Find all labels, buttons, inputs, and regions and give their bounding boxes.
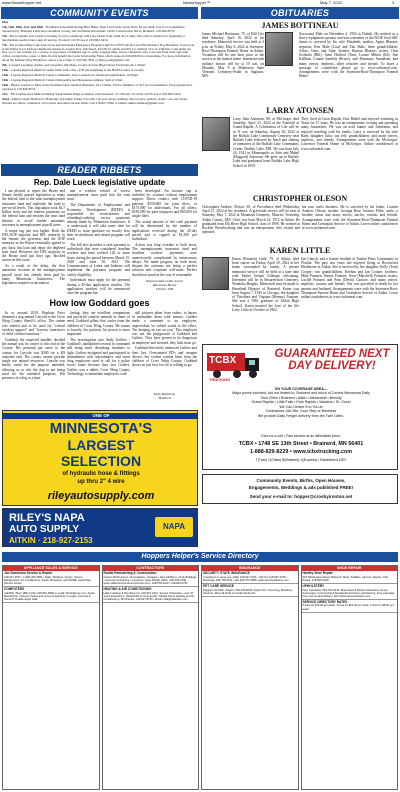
legislative-col-2 [67,189,130,296]
article-paragraph: farting, they are excellent companions and powerful comfort animals in times of need. Goddard pillars that cooler from the children of Crow Wing County. He comes to bravely, his position, his person is more important. [67,311,130,337]
event-item: 13th - Cuyuna Regional Medical Center Orthopedics and Menopause seminar, 5pm at Clinic. [2,78,124,83]
riley-phone[interactable]: AITKIN · 218-927-2153 [9,536,93,545]
obituary-name: JAMES BOTTINEAU [261,21,339,30]
directory-category: SHOE REPAIR [302,566,398,571]
hose-ad-url[interactable]: rileyautosupply.com [47,490,155,502]
legislative-update-headline: Rep. Dale Lueck legislative update [33,178,166,187]
legislative-col-3 [132,189,197,277]
service-directory [2,565,398,790]
legislative-signature: Representative Dale Lueck Minnesota House District 10B [146,279,183,292]
directory-listing[interactable]: Hartley Shoe Repair 323 Washington Street, Brainerd. Shop: Saddles, Canvas, Zippers, Grill Repair. 218-829-2393. [302,571,398,584]
obituary-name: CHRISTOPHER OLESON [252,194,348,203]
riley-name: RILEY'S NAPA [9,512,85,524]
article-paragraph: Goddard, the expected handler, decided the animal was 'no owner' to this end of the County. His personal pet came to the county for Lincoln was $300 for a K9 response unit. The county cannot provide single use animal resources. Lincoln was barely cared for the purpose intended, allowing us to rely the dog to not being used for the intended purposes. His presence at a dog or a time [2,338,65,381]
tcbx-call: Give us a call • Fast service at an affordable price. [261,434,341,438]
article-paragraph: The Department of Employment and Economic Development (DEED) is responsible for recalculation and refunding/crediting excess payments already made by Minnesota businesses. It is understood it will take some time for DEED to issue guidance on exactly how their recalculation and refund program will work. [67,203,130,242]
obituary-text-1: James Michael Bottineau, 70, of Hill City died Saturday, April 16, 2022 at his residence. Memorial service was held at 2 p.m. on Friday, May 6, 2022 at Sorensen-Root-Thompson Funeral Home in Aitkin. Visitation will be one hour prior to the service at the funeral home. Interment with military honors will be at 10 a.m. on Monday, May 9 at Minnesota State Veterans Cemetery-South in Saginaw, MN. [202,32,264,79]
event-item: 7th, 11th, 18th, 21st, and 28th - Northland Arboretum Spring Bird Hikes, 8am. Learn more about birds. $5 per adult, free for non-members. Sponsored by Brainerd Lakes Area Audubon Society and Northland Arboretum. 14250 Conservation Drive, Brainerd. 218-829-8770. [2,25,186,33]
hose-ad-line5: of hydraulic hose & fittings [62,471,140,477]
directory-listing[interactable]: Jim Simonson Service & Repair 218-927-2527 • 1-800-466-9656 • Aitkin. Washers, Dryers, Stoves, Refrigerators, Air Conditioners, Septic Protection, and MORE. Authorized Service Center. [3,571,99,587]
directory-column [2,565,100,790]
goddard-col-1 [2,311,65,404]
page-number: 3 [392,0,395,5]
directory-listing[interactable]: UPHOLSTERY Drux Upholstery 218-763-3342. Boat Seats & Marine Upholstery, Home. Automotive, Commercial & Residential Furniture upholstering. Free estimates. Free pick up and delivery. http://www.druxupholstery.com. [302,584,398,600]
article-paragraph: still pictures taken from videos, to harass or intimidate them with memes. Gaffers made a comment to an employee, unprovoked, he valued words to the effect, 'I'm keeping an eye on you.' This employee was not the playground of Goddard and Gaffers. They have proven to be dangerous as employee and steward, they both must go. [132,311,197,345]
directory-listing[interactable]: COMPUTERS Call Billy "Mac" (Billy Hultz) 218-851-9996 or email: bhultz@mac.com. Apple MacService. New purchases and set-up & teaching. In-region, Remote & Home/IT Fixable Apple calls. [3,587,99,603]
riley-napa-ad[interactable] [2,508,198,547]
article-paragraph: The investigation into Andy Goffers - Goddard's handpicked second in command still bring more disturbing incidents to light. Gaffers instigated and participated in intimidation with subordinates and outer drug employees used to call for a police escort home because they fear Gaffers. Gaffers was a rabbit. Crow Wing County Technology to intimidate employees with [67,338,130,376]
article-paragraph: Action was long overdue to both areas. The unemployment insurance fund and frontline workers' payments were unnecessarily complicated by unnecessary delays. We made progress on both areas, despite the outcome not being a perfect solution and corporate will-some. Perfect should not stand in the way of reasonable. [132,243,197,277]
hose-ad-line2: MINNESOTA'S [49,420,153,437]
event-item: 11th - Cuyuna Regional Medical Center Walk with a Doc, 4:30 pm beginning at the Health Center of Crosby. [2,68,145,73]
hose-ad-line1: ONE OF [3,413,198,419]
legislative-col-1 [2,189,65,296]
obituary-bottineau [201,21,399,106]
community-events-banner: COMMUNITY EVENTS [1,7,198,19]
directory-listing[interactable]: SECURITY STATE INSURANCE 4 locations to serve you. Aitkin 218-927-3761 • Hill City 218-697-2700 • McGregor 218-768-2121 • Isle 320-676-3888. www.securitystateins.com. [202,571,298,584]
event-item: 21st - The Cuyuna Area Mutton Dutting Steak Sunset Rings workshop with Jan Reed. 12-3:30 pm. To enroll call TCAA at 218-692-5419. [2,91,182,96]
event-item: 7th - The Garrison Bay Lake Area Lions and Serenaded Emergency Hospital Light Foot 8537 Alt-Nor-Gen-Ful Mother's Day Breakfast. 8 am-noon at the Walter Scott Endover Memorial American Legion Post. Purchased, $15.00 for adults and $10 for children 10 to 6. Children 5 and under are free. Go to our website for a variety of egg bakes, scrambled eggs to order, sausage links, bacon, cinnamon rolls, toast and fresh fruit cups with coffee, orange juice, water or milk. Profits benefit the Lions Scholarship Fund, which supports $10,000.00 in scholarships. For more information about the Mother's Day Breakfast contact Lori Cafmo at 218-330-7841 or ldmo.posit@gmail.com. [2,42,195,63]
directory-column [201,565,299,790]
tcbx-body: ON YOUR COVERAGE AREA— Major points included, but not limited to: Brainerd and much of Central Minnesota Daily Twin Cities • Brainerd • Aitkin • Alexandria • Bemidji Grand Rapids • Little Falls • Park Rapids • Wadena • St. Cloud We Can Deliver It to You at Contractors Job Site, Door Step or Business We provide Daily Freight delivery from the Twin Cities. [232,387,370,418]
obituary-text-2: his own crafts business. He is survived by his father, Loutten Andrew Oleson; mother, Georgia Rose Jurassic Pribe; uncle, a brother; aunts and many nieces, uncles, cousins and friends. Arrangements were with the Sorensen-Root-Thompson Funeral Home and Cremation Service of Aitkin. Leave online condolences at www.srtfuneral.com. [302,205,398,231]
article-paragraph: Individuals must apply for the payment during a 45-day application window. The application window will be announced once the program has [67,278,130,296]
page-header [0,0,400,7]
directory-column [301,565,399,790]
article-paragraph: Goddard effectively embraced Gaffers and their lies. Overtrained PD's and weapon drivers, but violent content limit from the children of Crow Wing County. Goddard shows us just how low he is willing to go. [132,346,197,368]
community-email[interactable]: Send your e-mail to: hopper@crosbyironton.net [249,494,353,499]
event-item: 12th - Cuyuna Regional Medical Center Community Area Connections. Desmond Auditorium, 12:00pm. [2,73,139,78]
directory-column [102,565,200,790]
tcbx-logo: TCBX [209,355,237,366]
article-paragraph: As a result of the delay, the first automatic increase in the unemployment payroll taxes has already been paid by many Minnesota businesses. The legislation requires recalculation [2,264,65,286]
directory-category: INSURANCE [202,566,298,571]
obituaries-banner: OBITUARIES [201,7,399,19]
napa-logo: NAPA [155,517,193,537]
issue-date: May 7, 2022 [320,0,343,5]
hose-ad-line4: SELECTION [60,453,142,469]
directory-listing[interactable]: HEATING & AIR CONDITIONING Hale's Heating & Plumbing Inc. 218-927-2341. Service Technician • over 30 Years Experience. Residential & Commercial • Mobile Home Heating and Air Conditioning • Mr.Plumber. 218-927-8735 • Email: hale@halesplm.com. [103,587,199,603]
tcbx-phone[interactable]: 1-888-829-8229 • www.tcbxtrucking.com [249,449,353,455]
directory-listing[interactable]: Rudde Remodeling & Construction Custom Built Homes • Remodeling • Garages • New Additions • Pole Buildings • General Contracting • Insurance. Sean Rudde, Aitkin, 218-205-1600. www.ruddeconstructioncontruction.com. 218-678-3410 • 218-820-0751. [103,571,199,587]
hose-ad-line6: up thru 2" 4 wire [77,479,125,485]
obituary-text-2: Jim Church, and a former resident of Timber Pines Community in Florida. The past two years she enjoyed living at Riverwood Healthcare in Aitkin. She is survived by her daughter, Kelly (Tom) Cooper; two grandchildren; Keeban and Ian Cooper; brothers: Mike Franzen, Wayne Franzen, Scott (Marchell) Franzen; sisters; Lucille Franzen and Pam (Devin) Cantore, and many nieces, nephews, cousins and friends. She was preceded in death by her parents and husband. Arrangements were with the Sorensen-Root-Thompson Funeral Home and Cremation Service of Aitkin. Leave online condolences at www.srtfuneral.com. [301,257,398,300]
event-item: 22nd - Aitkin County Habitat for Humanity is holding Trades Tour ride. Get your motor running: motorcycles, quilters, classic cars and trucks. Needed are riders, volunteers, door prizes and silent auction items. Call 218-927-5992 or email: aitkincohabitat@gmail.com. [2,96,188,105]
tcbx-headline: GUARANTEED NEXT DAY DELIVERY! [274,348,390,373]
tcbx-tags: T(Twin) C(Cities) B(Brainerd) X(Express) • Established 1907 [255,458,347,462]
event-item: 7th - The Crosslake Arts Center is hosting two fun workshops with Lisa Jordan from 10am and 2-5pm. This class is suitable for beginning or intermediate needle felters ages 10 and up. To enroll call TCAA at 218-692-5419. [2,33,186,42]
obituary-oleson [201,194,399,246]
tcbx-tagline: TRUCKING [209,377,231,382]
riley-hose-ad[interactable] [2,410,198,506]
directory-category: CONTRACTORS [103,566,199,571]
obituary-photo [202,257,229,290]
event-item: May [2,21,9,24]
obituary-text-1: Christopher Andrew Oleson, 30, of Providence died Wednesday, April 27, 2022 at his residence. A graveside service will be next at Saturday, May 7, 2022 at Mountain Cemetery, Maurice Township, Aitkin County, MN. Chris was born March 12, 1972 in Aitkin. He graduated from Elk River High School, class of 1990. He worked at Rockler Woodworking and was an entrepreneur who owned and operated [202,205,300,235]
community-events-list [2,21,197,156]
event-item: 14th - Hinton Garden to Table at the Northland Arboretum in Brainerd, 10-11:30am. $10 for members or $15 for non-members. Pre-registration is required at 218-829-8770. [2,83,193,91]
tcbx-trucking-ad[interactable] [202,344,398,470]
article-paragraph: I am pleased to report the House and Senate finally passed legislation to repay the federal loan to the state unemployment insurance fund and replenish the fund to pre-covid levels. This legislation took $2.7 billion from and the interest payments on the federal loan and restores the trust fund balance to avoid further automatic increases in unemployment payroll taxes. [2,189,65,227]
goddard-signature: Kelly Backlund, Brainerd [153,392,176,401]
riley-sub: AUTO SUPPLY [9,524,80,535]
obituary-text-2: (Iacocaan) Male on December 2, 1954 in Duluth. He worked as a heavy equipment operator and was a member of the IUOE local 449. James is survived by his wife Elizabeth; mother, Agnes Blazaer; stepsons, Ken Male (Lisa) and Tim Male; three grandchildren; Alicia, Gem, and Anja; brother, Roman Blazaer; sisters, Orsa Svoboda (Bill), Janet Hafford (Tim), Louise Milton (Ed), Sue Kallhim, Connie Sandvik (Bruce), and Rosemary Anundsen; and many nieces, nephews, other relatives and friends. To leave a message of condolence please go to www.srtfuneral.com. Arrangements were with the Sorensen-Root-Thompson Funeral Home. [299,32,398,79]
community-free-notice: Community Events, Births, Open Houses, Engagements, Weddings & ads published FREE! Send your e-mail to: hopper@crosbyironton.net [202,474,398,504]
service-directory-header: Hoppers Helper's Service Directory [2,552,398,562]
article-paragraph: A major tug just was higher. Both the DFL/GOP majority and DFL minority in the Senate, the governor, and the GOP minority in the House eventually agreed to pay back this loan and repay the depleted trust fund. However, the DFL majority in the House until just days ago, blocked action on this issue. [2,228,65,263]
obituary-photo [265,32,293,66]
reader-ribbets-banner: READER RIBBETS [1,164,198,176]
obituary-text-1: Larry John Antonsen, 80, of McGregor died Saturday, April 23, 2022 at the Emerald at Grand Rapids. A Celebration of Life will be at 11 a.m. on Saturday, August 20, 2022 at the Buffalo Lake Community Cemetery near Buffalo Lake followed by lunch and sharing of memories at the Buffalo Lake Community Center. Buffalo Lake, MN. He was born July 24, 1941 in Minneapolis to John and Mabel (Hoggard) Antonsen. He grew up in Buffalo Lake and graduated from Buffalo Lake High School in 1959. [233,117,299,168]
goddard-col-2 [67,311,130,404]
masthead: NewsHopper™ [183,0,211,5]
goddard-headline: How low Goddard goes [49,298,150,308]
directory-listing[interactable]: PET CARE SERVICE Doggie's Of Aitkin. Dogie's 218-429-6003. Sarah Ulm: Grooming, Boarding Services. Most all kinds on Cedar Route Rd. [202,584,298,597]
site-url[interactable]: www.NewsHopper.net [2,0,42,5]
obituary-atonsen [201,106,399,194]
article-paragraph: and a creditor refund of excess unemployment taxes paid into the trust fund. [67,189,130,202]
article-paragraph: The bill also provides a cash payment to individuals that were considered frontline workers and have worked 120 or more hours during the period between March 15, 2020 and June 30, 2021. The Commissioner of Labor and Industry will implement the payment program and certify eligibility. [67,243,130,277]
obituary-text-2: They lived in Coon Rapids, East Bethel and enjoyed wintering in Texas for 15 years. He was an entrepreneur, owning and operating many businesses. He was an avid hunter and fisherman, and enjoyed traveling with his family. Larry is survived by his wife Barb; daughter Julia; son Jeff; grandchildren; and many nieces, nephews, and friends. Arrangements were with the McGregor-Lawrence Funeral Home of McGregor. Online condolences at www.srtfuneral.com. [301,117,398,151]
tcbx-address: TCBX • 1748 SE 13th Street • Brainerd, MN 56401 [238,441,364,447]
article-paragraph: been developed. An income cap is included for workers without employment support. Direct contact with COVID-19 patients, $350,000 for joint filers, or $175,000 for individuals. For all others, $185,000 for joint taxpayers and $85,000 for single filers. [132,189,197,219]
obituary-little [201,246,399,342]
obituary-name: LARRY ATONSEN [266,106,334,115]
obituary-photo [202,117,230,151]
directory-category: APPLIANCE SALES & SERVICE [3,566,99,571]
obituary-name: KAREN LITTLE [269,246,331,255]
article-paragraph: In or around 2019, Hopkins Paws dreamed a dog named Lincoln to the Crow Wing County Sheriff's office. The canine was trained and to be used for "critical incident support" and "forensic interviews of child victims/witnesses." [2,311,65,337]
directory-listing[interactable]: SERVICE DIRECTORY RATES 5 lines for $10.00 per week. 4 lines for $12.00 per week. 3 lines for $8.00 per week. [302,600,398,613]
event-item: 9th - Leonard Learning: Author and storyteller Jim Mans, Crosby-Ironton High School Forum Room. 1:30pm. [2,63,146,68]
hose-ad-line3: LARGEST [67,437,135,453]
article-paragraph: The actual amount of the cash payment will be determined by the number of applications received during the 45-day period and is capped at $1,500 per individual. [132,220,197,242]
goddard-col-3 [132,311,197,391]
obituary-text-1: Karen (Franzen) Little, 79, of Aitkin, died from cancer on Friday, April 29, 2022 at her home surrounded by family. A private memorial service will be held at a later date with Father Joseph Gillespie officiating. Interment will be in Resurrection Cemetery, Wendolia Heights. Memorials may be made to Heartland Hospice of Brainerd. Karen was born August 7, 1943 in Chicago, the daughter of Theodore and Virginia (Heeney) Franzen. She was a 1961 graduate of Aitkin High School. Karen married the love of her life Larry Little in October of 1962. [232,257,299,312]
